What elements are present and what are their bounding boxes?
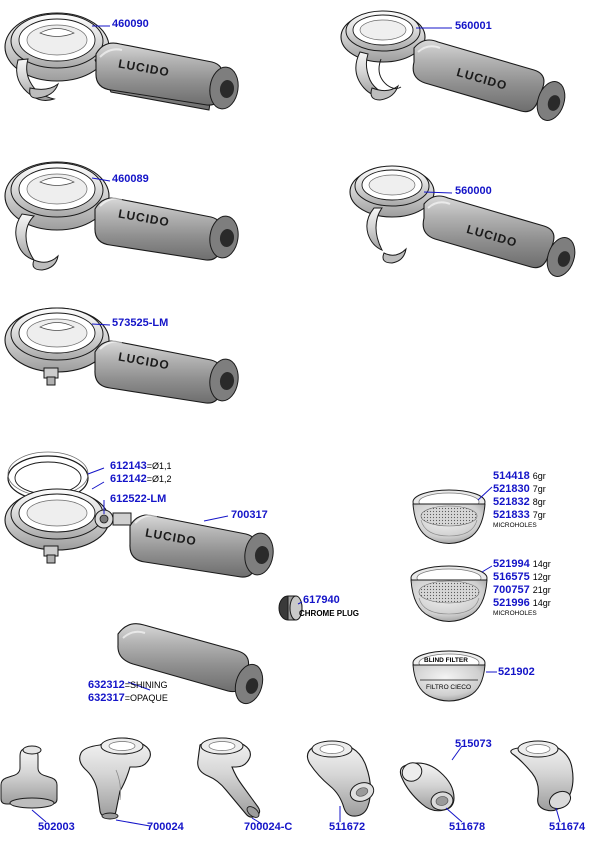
part-label-617940[interactable]: 617940 <box>303 594 340 606</box>
part-700024 <box>80 738 151 819</box>
part-label-502003[interactable]: 502003 <box>38 821 75 833</box>
code-text: 521832 <box>493 496 530 508</box>
part-label-521832[interactable] <box>493 496 546 508</box>
part-label-632312[interactable] <box>88 679 167 691</box>
part-label-511674[interactable]: 511674 <box>549 821 586 833</box>
code-suffix: =Ø1,1 <box>146 461 172 471</box>
part-label-700024[interactable]: 700024 <box>147 821 184 833</box>
code-text: 700757 <box>493 584 530 596</box>
handle-brand-text: LUCIDO <box>117 56 171 80</box>
part-label-612143[interactable] <box>110 460 172 472</box>
part-label-511672[interactable]: 511672 <box>329 821 366 833</box>
code-text: 521830 <box>493 483 530 495</box>
part-label-511678[interactable]: 511678 <box>449 821 486 833</box>
size-text: 8gr <box>532 497 546 507</box>
part-label-514418[interactable] <box>493 470 546 482</box>
part-label-560001[interactable]: 560001 <box>455 20 492 32</box>
size-text: 21gr <box>532 585 551 595</box>
size-text: 12gr <box>532 572 551 582</box>
basket-top-note: MICROHOLES <box>493 522 537 529</box>
part-label-521902[interactable]: 521902 <box>498 666 535 678</box>
part-label-700317[interactable]: 700317 <box>231 509 268 521</box>
part-label-573525-LM[interactable]: 573525-LM <box>112 317 169 329</box>
code-text: 521833 <box>493 509 530 521</box>
chrome-plug-caption: CHROME PLUG <box>299 609 359 618</box>
part-label-612142[interactable] <box>110 473 172 485</box>
part-label-700757[interactable] <box>493 584 551 596</box>
part-label-516575[interactable] <box>493 571 551 583</box>
code-text: 612143 <box>110 460 147 472</box>
part-label-560000[interactable]: 560000 <box>455 185 492 197</box>
code-text: 514418 <box>493 470 530 482</box>
code-text: 612142 <box>110 473 147 485</box>
blind-filter-label-it: FILTRO CIECO <box>426 684 472 691</box>
size-text: 14gr <box>532 598 551 608</box>
portafilter-560000 <box>350 166 580 280</box>
code-text: 516575 <box>493 571 530 583</box>
part-label-521996[interactable] <box>493 597 551 609</box>
basket-top <box>413 490 485 544</box>
code-text: 632317 <box>88 692 125 704</box>
part-label-521833[interactable] <box>493 509 546 521</box>
size-text: 6gr <box>532 471 546 481</box>
size-text: 7gr <box>532 484 546 494</box>
code-text: 521994 <box>493 558 530 570</box>
part-511674 <box>511 741 574 812</box>
part-label-700024-C[interactable]: 700024-C <box>244 821 293 833</box>
part-label-521994[interactable] <box>493 558 551 570</box>
handle-brand-text: LUCIDO <box>117 206 171 230</box>
part-502003 <box>1 746 57 808</box>
part-label-515073[interactable]: 515073 <box>455 738 492 750</box>
part-511678 <box>399 759 455 812</box>
part-label-632317[interactable] <box>88 692 168 704</box>
size-text: 14gr <box>532 559 551 569</box>
part-511672 <box>307 741 376 816</box>
basket-bottom-note: MICROHOLES <box>493 610 537 617</box>
blind-filter-label-en: BLIND FILTER <box>424 657 468 664</box>
part-label-521830[interactable] <box>493 483 546 495</box>
part-label-460089[interactable]: 460089 <box>112 173 149 185</box>
part-label-612522-LM[interactable]: 612522-LM <box>110 493 167 505</box>
handle-brand-text: LUCIDO <box>144 525 198 549</box>
part-700024-C <box>198 738 261 820</box>
part-label-460090[interactable]: 460090 <box>112 18 149 30</box>
code-text: 632312 <box>88 679 125 691</box>
handle-brand-text: LUCIDO <box>117 349 171 373</box>
code-suffix: =OPAQUE <box>124 693 168 703</box>
handle-brand-text: LUCIDO <box>455 65 509 93</box>
code-suffix: =Ø1,2 <box>146 474 172 484</box>
handle-brand-text: LUCIDO <box>465 222 519 250</box>
basket-bottom <box>411 566 487 622</box>
code-suffix: =SHINING <box>124 680 168 690</box>
size-text: 7gr <box>532 510 546 520</box>
code-text: 521996 <box>493 597 530 609</box>
